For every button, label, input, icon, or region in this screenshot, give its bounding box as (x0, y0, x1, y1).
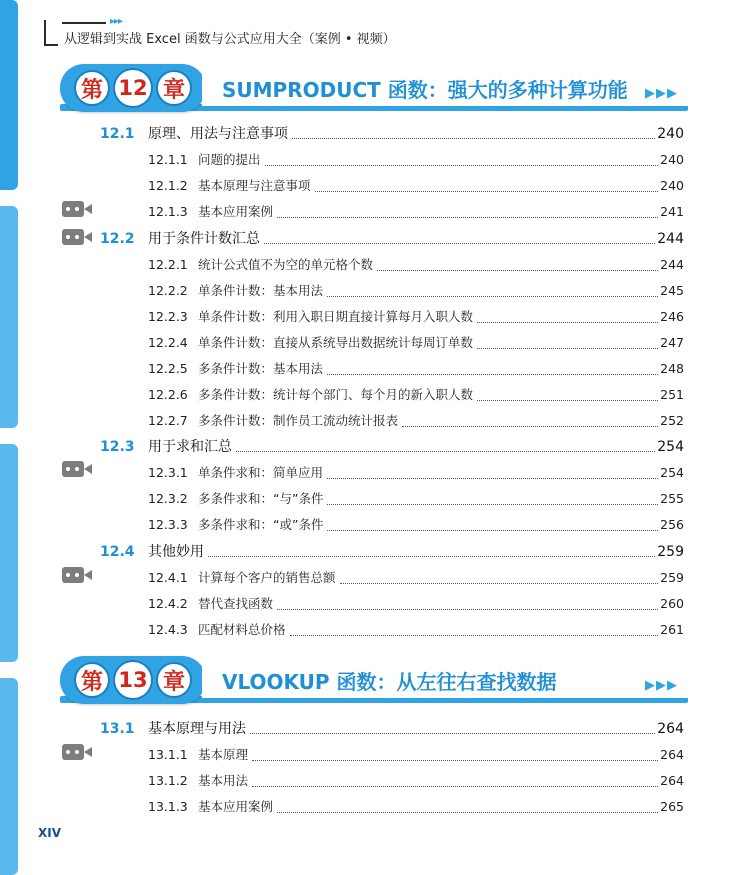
chapter-arrows-icon: ▶▶▶ (645, 86, 678, 101)
toc-entry[interactable] (148, 594, 684, 614)
toc-number: 13.1 (100, 721, 135, 737)
toc-label: 单条件求和：简单应用 (198, 465, 324, 480)
toc-number: 12.3 (100, 439, 135, 455)
toc-label: 基本用法 (198, 773, 249, 788)
toc-entry[interactable] (148, 202, 684, 222)
leader-dots (252, 786, 658, 787)
toc-label: 单条件计数：利用入职日期直接计算每月入职人数 (198, 309, 474, 324)
video-camera-icon[interactable] (62, 461, 92, 477)
toc-entry[interactable] (148, 255, 684, 275)
running-head (44, 14, 404, 48)
toc-entry[interactable] (148, 463, 684, 483)
leader-dots (250, 733, 655, 734)
leader-dots (477, 400, 658, 401)
toc-number: 12.1.1 (148, 152, 188, 167)
toc-number: 12.1 (100, 126, 135, 142)
toc-section[interactable] (100, 228, 684, 248)
toc-label: 多条件计数：基本用法 (198, 361, 324, 376)
toc-label: 用于条件计数汇总 (148, 231, 260, 247)
chapter-arrows-icon: ▶▶▶ (645, 678, 678, 693)
leader-dots (290, 635, 659, 636)
toc-page: 254 (657, 439, 684, 455)
leader-dots (477, 348, 658, 349)
leader-dots (327, 478, 658, 479)
toc-page: 256 (660, 517, 684, 532)
toc-number: 12.3.1 (148, 465, 188, 480)
book-title: 从逻辑到实战 Excel 函数与公式应用大全（案例 • 视频） (64, 32, 396, 47)
video-camera-icon[interactable] (62, 744, 92, 760)
leader-dots (252, 760, 658, 761)
toc-page: 265 (660, 799, 684, 814)
toc-number: 12.3.2 (148, 491, 188, 506)
toc-entry[interactable] (148, 568, 684, 588)
toc-page: 261 (660, 622, 684, 637)
leader-dots (377, 270, 658, 271)
leader-dots (236, 451, 655, 452)
toc-entry[interactable] (148, 385, 684, 405)
toc-entry[interactable] (148, 489, 684, 509)
leader-dots (327, 530, 658, 531)
side-tab-2 (0, 206, 18, 428)
toc-number: 12.4.2 (148, 596, 188, 611)
toc-label: 其他妙用 (148, 544, 204, 560)
toc-page: 248 (660, 361, 684, 376)
toc-label: 基本应用案例 (198, 204, 274, 219)
toc-label: 原理、用法与注意事项 (148, 126, 288, 142)
toc-page: 240 (660, 178, 684, 193)
toc-label: 基本应用案例 (198, 799, 274, 814)
toc-section[interactable] (100, 718, 684, 738)
chapter-prefix: 第 (74, 662, 110, 698)
chapter-title[interactable]: VLOOKUP 函数：从左往右查找数据 (222, 670, 557, 694)
toc-number: 13.1.1 (148, 747, 188, 762)
toc-page: 260 (660, 596, 684, 611)
toc-number: 13.1.3 (148, 799, 188, 814)
video-camera-icon[interactable] (62, 229, 92, 245)
chapter-12-banner (60, 64, 690, 120)
leader-dots (277, 812, 658, 813)
toc-number: 12.2 (100, 231, 135, 247)
leader-dots (327, 296, 658, 297)
toc-number: 13.1.2 (148, 773, 188, 788)
toc-label: 多条件求和：“或”条件 (198, 517, 324, 532)
toc-label: 统计公式值不为空的单元格个数 (198, 257, 374, 272)
toc-page: 254 (660, 465, 684, 480)
toc-number: 12.2.5 (148, 361, 188, 376)
toc-section[interactable] (100, 541, 684, 561)
leader-dots (315, 191, 659, 192)
chapter-badge (60, 656, 206, 704)
leader-dots (340, 583, 659, 584)
page-number: XIV (38, 826, 62, 840)
toc-entry[interactable] (148, 620, 684, 640)
toc-page: 246 (660, 309, 684, 324)
toc-page: 264 (657, 721, 684, 737)
leader-dots (265, 165, 659, 166)
side-tab-1 (0, 0, 18, 190)
chapter-number: 12 (113, 68, 153, 108)
toc-entry[interactable] (148, 359, 684, 379)
toc-entry[interactable] (148, 797, 684, 817)
toc-number: 12.2.1 (148, 257, 188, 272)
chapter-badge (60, 64, 206, 112)
toc-entry[interactable] (148, 176, 684, 196)
chapter-title[interactable]: SUMPRODUCT 函数：强大的多种计算功能 (222, 78, 628, 102)
toc-label: 匹配材料总价格 (198, 622, 286, 637)
toc-label: 问题的提出 (198, 152, 261, 167)
toc-page: 240 (657, 126, 684, 142)
leader-dots (292, 138, 655, 139)
toc-number: 12.4.1 (148, 570, 188, 585)
toc-page: 252 (660, 413, 684, 428)
toc-label: 基本原理 (198, 747, 249, 762)
toc-entry[interactable] (148, 281, 684, 301)
chapter-number: 13 (113, 660, 153, 700)
toc-label: 计算每个客户的销售总额 (198, 570, 336, 585)
toc-section[interactable] (100, 436, 684, 456)
head-rule (62, 22, 106, 24)
toc-number: 12.4 (100, 544, 135, 560)
leader-dots (264, 243, 655, 244)
toc-number: 12.3.3 (148, 517, 188, 532)
chapter-prefix: 第 (74, 70, 110, 106)
toc-entry[interactable] (148, 515, 684, 535)
toc-page: 244 (657, 231, 684, 247)
toc-number: 12.2.3 (148, 309, 188, 324)
leader-dots (277, 609, 658, 610)
toc-label: 单条件计数：直接从系统导出数据统计每周订单数 (198, 335, 474, 350)
chapter-13-banner (60, 656, 690, 712)
leader-dots (327, 504, 658, 505)
chapter-suffix: 章 (156, 662, 192, 698)
toc-number: 12.1.2 (148, 178, 188, 193)
toc-page: 264 (660, 773, 684, 788)
video-camera-icon[interactable] (62, 201, 92, 217)
toc-page: 259 (660, 570, 684, 585)
toc-number: 12.4.3 (148, 622, 188, 637)
toc-entry[interactable] (148, 745, 684, 765)
bracket-ornament (44, 20, 58, 46)
video-camera-icon[interactable] (62, 567, 92, 583)
toc-number: 12.2.6 (148, 387, 188, 402)
toc-number: 12.2.2 (148, 283, 188, 298)
toc-entry[interactable] (148, 150, 684, 170)
toc-label: 多条件求和：“与”条件 (198, 491, 324, 506)
leader-dots (208, 556, 655, 557)
toc-number: 12.2.4 (148, 335, 188, 350)
toc-label: 基本原理与用法 (148, 721, 246, 737)
toc-entry[interactable] (148, 771, 684, 791)
toc-entry[interactable] (148, 333, 684, 353)
toc-entry[interactable] (148, 411, 684, 431)
toc-label: 基本原理与注意事项 (198, 178, 311, 193)
toc-entry[interactable] (148, 307, 684, 327)
toc-page: 264 (660, 747, 684, 762)
leader-dots (477, 322, 658, 323)
toc-page: 240 (660, 152, 684, 167)
head-arrows-icon: ▸▸▸ (110, 16, 123, 27)
toc-page: 247 (660, 335, 684, 350)
toc-section[interactable] (100, 123, 684, 143)
chapter-suffix: 章 (156, 70, 192, 106)
toc-page: 244 (660, 257, 684, 272)
leader-dots (277, 217, 658, 218)
toc-number: 12.2.7 (148, 413, 188, 428)
toc-label: 多条件计数：统计每个部门、每个月的新入职人数 (198, 387, 474, 402)
toc-label: 替代查找函数 (198, 596, 274, 611)
side-tab-4 (0, 678, 18, 875)
toc-label: 用于求和汇总 (148, 439, 232, 455)
toc-page: 255 (660, 491, 684, 506)
toc-page: 245 (660, 283, 684, 298)
side-tab-3 (0, 444, 18, 662)
leader-dots (327, 374, 658, 375)
toc-label: 单条件计数：基本用法 (198, 283, 324, 298)
toc-number: 12.1.3 (148, 204, 188, 219)
toc-page: 251 (660, 387, 684, 402)
leader-dots (402, 426, 658, 427)
toc-label: 多条件计数：制作员工流动统计报表 (198, 413, 399, 428)
toc-page: 259 (657, 544, 684, 560)
toc-page: 241 (660, 204, 684, 219)
